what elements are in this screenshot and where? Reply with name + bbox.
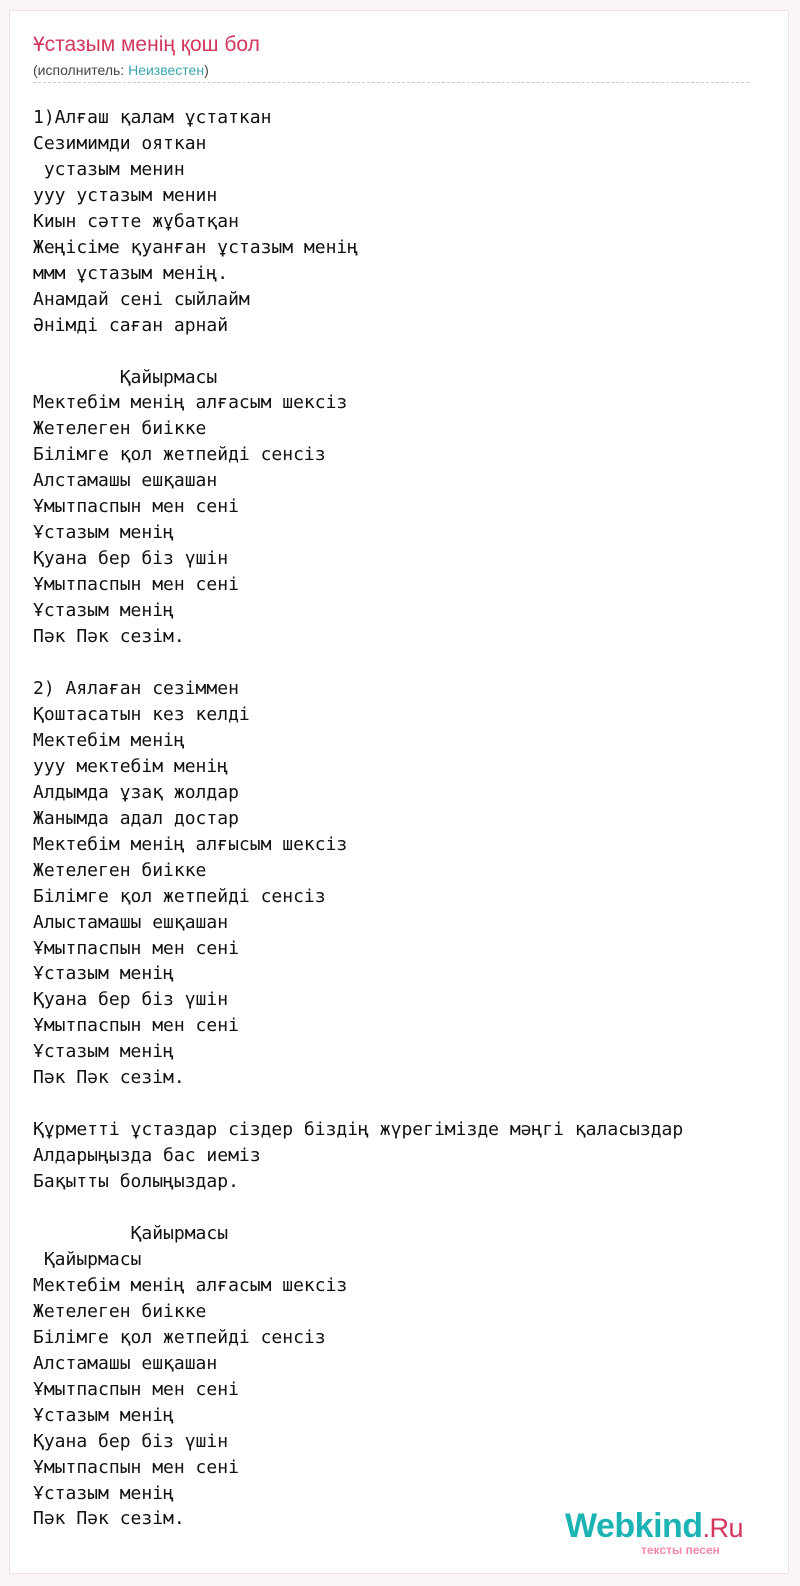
- divider: [33, 82, 749, 83]
- logo-tagline: тексты песен: [641, 1543, 720, 1557]
- artist-prefix: (исполнитель:: [33, 62, 129, 78]
- song-title: Ұстазым менің қош бол: [33, 33, 260, 56]
- lyrics-text: 1)Алғаш қалам ұстаткан Сезимимди ояткан устазым менин ууу устазым менин Киын сәтте жұбатқан Жеңісіме қуанған ұстазым менің ммм ұстазым менің. Анамдай сені сыйлайм Әнімді саған арнай Қайырмасы Мектебім менің алғасым шексіз Жетелеген биікке Білімге қол жетпейді сенсіз Алстамашы ешқашан Ұмытпаспын мен сені Ұстазым менің Қуана бер біз үшін Ұмытпаспын мен сені Ұстазым менің Пәк Пәк сезім. 2) Аялаған сезіммен Қоштасатын кез келді Мектебім менің ууу мектебім менің Алдымда ұзақ жолдар Жанымда адал достар Мектебім менің алғысым шексіз Жетелеген биікке Білімге қол жетпейді сенсіз Алыстамашы ешқашан Ұмытпаспын мен сені Ұстазым менің Қуана бер біз үшін Ұмытпаспын мен сені Ұстазым менің Пәк Пәк сезім. Құрметті ұстаздар сіздер біздің жүрегімізде мәңгі қаласыздар Алдарыңызда бас иеміз Бақытты болыңыздар. Қайырмасы Қайырмасы Мектебім менің алғасым шексіз Жетелеген биікке Білімге қол жетпейді сенсіз Алстамашы ешқашан Ұмытпаспын мен сені Ұстазым менің Қуана бер біз үшін Ұмытпаспын мен сені Ұстазым менің Пәк Пәк сезім.: [33, 107, 684, 1530]
- artist-suffix: ): [204, 62, 209, 78]
- webkind-logo[interactable]: [565, 1507, 775, 1562]
- artist-link[interactable]: Неизвестен: [128, 62, 205, 78]
- artist-line: [33, 62, 209, 78]
- logo-wordmark: Webkind.Ru: [565, 1507, 744, 1545]
